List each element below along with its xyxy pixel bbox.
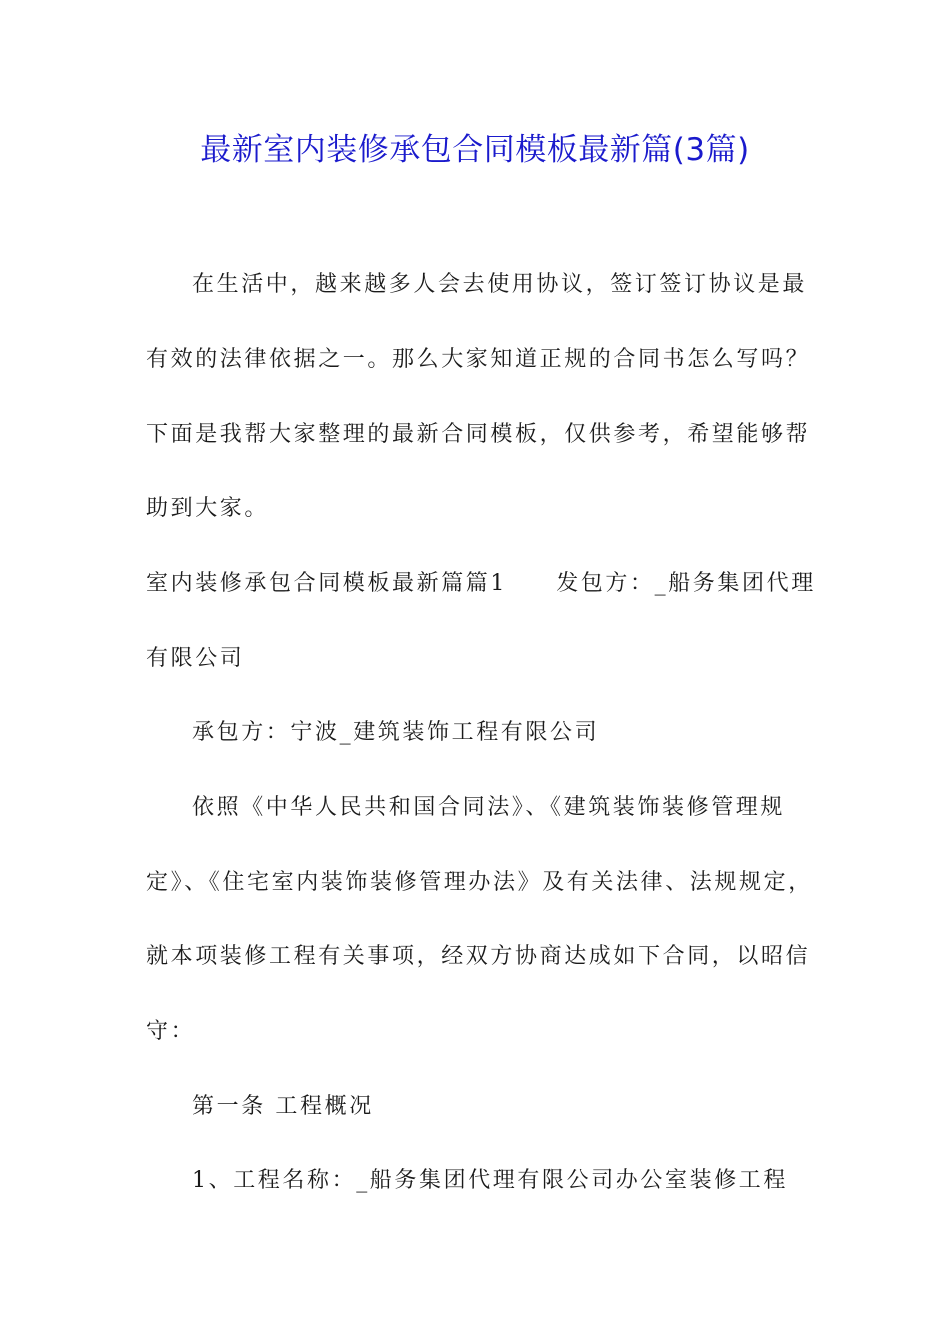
list-item: 1、工程名称：_船务集团代理有限公司办公室装修工程 — [192, 1168, 788, 1193]
document-title: 最新室内装修承包合同模板最新篇(3篇) — [200, 132, 750, 168]
contractor-line: 承包方：宁波_建筑装饰工程有限公司 — [192, 720, 600, 745]
paragraph-line: 有限公司 — [146, 646, 245, 671]
paragraph-line: 助到大家。 — [146, 496, 270, 521]
paragraph-line: 下面是我帮大家整理的最新合同模板，仅供参考，希望能够帮 — [146, 422, 811, 447]
paragraph-line: 有效的法律依据之一。那么大家知道正规的合同书怎么写吗？ — [146, 347, 811, 372]
section-heading-line: 室内装修承包合同模板最新篇篇1 发包方：_船务集团代理 — [146, 571, 816, 596]
paragraph-line: 就本项装修工程有关事项，经双方协商达成如下合同，以昭信 — [146, 944, 811, 969]
paragraph-line: 定》、《住宅室内装饰装修管理办法》及有关法律、法规规定， — [146, 870, 813, 895]
paragraph-line: 依照《中华人民共和国合同法》、《建筑装饰装修管理规 — [192, 795, 786, 820]
paragraph-line: 守： — [146, 1019, 196, 1044]
paragraph-line: 在生活中，越来越多人会去使用协议，签订签订协议是最 — [192, 272, 808, 297]
article-heading: 第一条 工程概况 — [192, 1094, 374, 1119]
